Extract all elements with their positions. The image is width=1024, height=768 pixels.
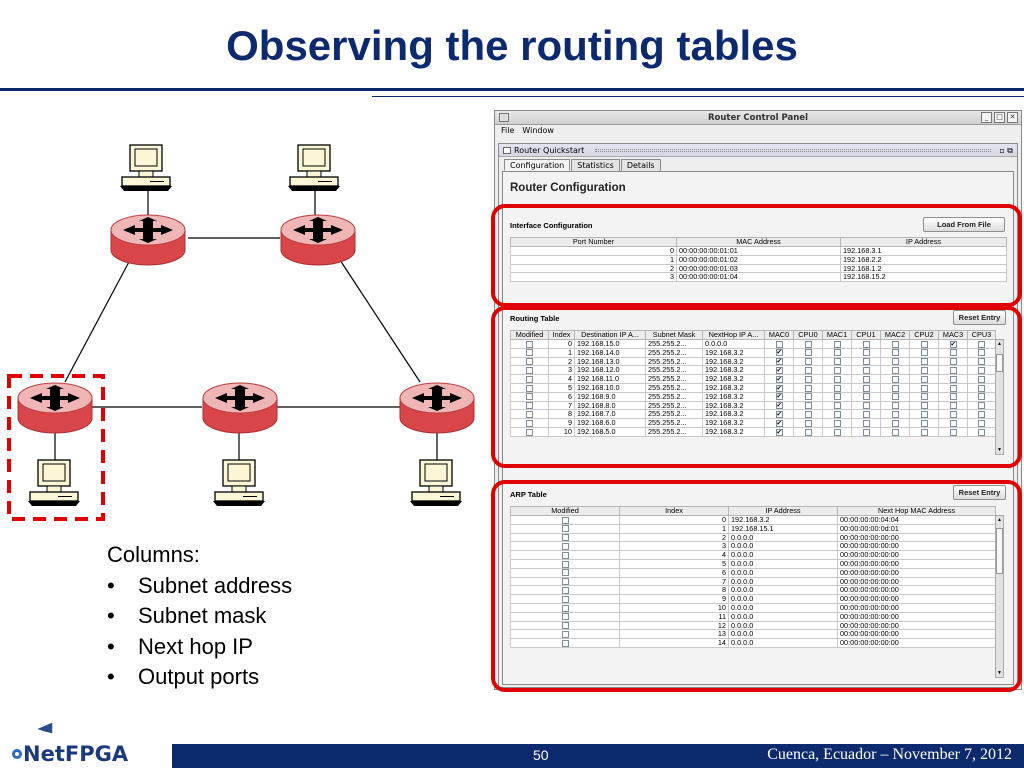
menu-window[interactable]: Window	[522, 126, 554, 135]
table-cell[interactable]: 0.0.0.0	[729, 559, 838, 568]
list-item: • Output ports	[107, 664, 260, 689]
table-cell[interactable]: 255.255.2...	[646, 366, 703, 375]
table-cell[interactable]: 3	[511, 273, 677, 282]
port-checkbox[interactable]: ✔	[776, 419, 782, 427]
table-cell[interactable]: 00:00:00:00:01:04	[677, 273, 841, 282]
host-pc-icon	[120, 145, 172, 191]
arp-highlight-box	[491, 480, 1022, 692]
interface-config-label: Interface Configuration	[510, 221, 593, 230]
table-cell[interactable]: 192.168.10.0	[575, 383, 646, 392]
table-cell[interactable]: 192.168.6.0	[575, 419, 646, 428]
table-cell[interactable]: 192.168.3.2	[703, 366, 765, 375]
svg-text:NetFPGA: NetFPGA	[23, 742, 129, 766]
table-cell[interactable]: 00:00:00:00:00:00	[838, 542, 996, 551]
router-icon	[111, 215, 185, 265]
table-cell[interactable]: 255.255.2...	[646, 401, 703, 410]
table-cell[interactable]: 255.255.2...	[646, 340, 703, 349]
interface-highlight-box	[491, 204, 1022, 307]
table-cell[interactable]: 00:00:00:00:04:04	[838, 516, 996, 525]
table-cell[interactable]: 10	[549, 427, 575, 436]
table-cell[interactable]: 192.168.2.2	[841, 255, 1007, 264]
table-cell[interactable]: 192.168.3.2	[703, 419, 765, 428]
table-cell[interactable]: 00:00:00:00:00:00	[838, 639, 996, 648]
table-cell[interactable]: 1	[620, 524, 729, 533]
router-icon	[400, 383, 474, 433]
table-cell[interactable]: 3	[620, 542, 729, 551]
table-cell[interactable]: 0.0.0.0	[729, 639, 838, 648]
menu-file[interactable]: File	[501, 126, 515, 135]
table-cell[interactable]: 0.0.0.0	[729, 630, 838, 639]
table-cell[interactable]: 0	[549, 340, 575, 349]
table-cell[interactable]: 192.168.1.2	[841, 264, 1007, 273]
table-cell[interactable]: 192.168.3.2	[703, 357, 765, 366]
table-cell[interactable]: 192.168.11.0	[575, 375, 646, 384]
table-cell[interactable]: 00:00:00:00:00:00	[838, 630, 996, 639]
router-icon	[203, 383, 277, 433]
table-cell[interactable]: 0.0.0.0	[729, 586, 838, 595]
table-cell[interactable]: 192.168.3.2	[703, 401, 765, 410]
frame-restore-close-icon[interactable]: ▫ ⧉	[999, 146, 1013, 155]
slide-title: Observing the routing tables	[226, 22, 798, 69]
tab-configuration[interactable]: Configuration	[504, 159, 570, 171]
minimize-icon[interactable]: _	[981, 112, 992, 123]
link-r1-r3	[65, 260, 130, 382]
table-cell[interactable]: 7	[549, 401, 575, 410]
table-cell[interactable]: 0.0.0.0	[729, 542, 838, 551]
table-cell[interactable]: 0.0.0.0	[729, 621, 838, 630]
table-cell[interactable]: 3	[549, 366, 575, 375]
table-cell[interactable]: 192.168.8.0	[575, 401, 646, 410]
column-header[interactable]: MAC0	[765, 331, 794, 340]
table-cell[interactable]: 255.255.2...	[646, 375, 703, 384]
table-cell[interactable]: 1	[511, 255, 677, 264]
scroll-down-icon: ▼	[997, 670, 1002, 676]
internal-frame-title: Router Quickstart	[514, 146, 585, 155]
table-cell[interactable]: 192.168.3.2	[703, 410, 765, 419]
table-cell[interactable]: 14	[620, 639, 729, 648]
table-cell[interactable]: 7	[620, 577, 729, 586]
column-header[interactable]: CPU3	[968, 331, 996, 340]
table-cell[interactable]: 192.168.3.2	[703, 383, 765, 392]
table-cell[interactable]: 192.168.12.0	[575, 366, 646, 375]
table-cell[interactable]: 0.0.0.0	[729, 551, 838, 560]
list-item: • Next hop IP	[107, 633, 253, 659]
table-cell[interactable]: 0	[620, 516, 729, 525]
table-cell[interactable]: 00:00:00:00:00:00	[838, 586, 996, 595]
table-cell[interactable]: 00:00:00:00:00:00	[838, 551, 996, 560]
port-checkbox[interactable]: ✔	[776, 428, 782, 436]
list-item: • Subnet address	[107, 572, 293, 598]
table-cell[interactable]: 2	[511, 264, 677, 273]
host-pc-icon	[410, 460, 462, 506]
tab-strip	[504, 159, 662, 171]
title-subrule	[372, 96, 1024, 97]
column-header[interactable]: IP Address	[841, 238, 1007, 247]
table-cell[interactable]: 4	[549, 375, 575, 384]
table-cell[interactable]: 0	[511, 247, 677, 256]
table-cell[interactable]: 00:00:00:00:00:00	[838, 559, 996, 568]
table-cell[interactable]: 2	[549, 357, 575, 366]
table-cell[interactable]: 192.168.3.2	[703, 392, 765, 401]
table-cell[interactable]: 0.0.0.0	[729, 568, 838, 577]
table-cell[interactable]: 6	[549, 392, 575, 401]
netfpga-logo	[8, 721, 170, 766]
load-from-file-button[interactable]: Load From File	[923, 217, 1005, 232]
scroll-up-icon: ▲	[997, 341, 1002, 347]
table-cell[interactable]: 0.0.0.0	[729, 577, 838, 586]
routing-highlight-box	[491, 306, 1022, 468]
table-cell[interactable]: 00:00:00:00:0d:01	[838, 524, 996, 533]
table-cell[interactable]: 11	[620, 612, 729, 621]
table-cell[interactable]: 00:00:00:00:01:03	[677, 264, 841, 273]
table-cell[interactable]: 192.168.3.2	[703, 348, 765, 357]
table-cell[interactable]: 0.0.0.0	[729, 603, 838, 612]
menu-bar	[495, 125, 1021, 137]
column-header[interactable]: MAC1	[823, 331, 852, 340]
table-cell[interactable]: 12	[620, 621, 729, 630]
table-cell[interactable]: 255.255.2...	[646, 383, 703, 392]
column-header[interactable]: Port Number	[511, 238, 677, 247]
table-cell[interactable]: 0.0.0.0	[729, 612, 838, 621]
table-cell[interactable]: 192.168.9.0	[575, 392, 646, 401]
frame-icon	[503, 147, 511, 154]
table-cell[interactable]: 1	[549, 348, 575, 357]
table-cell[interactable]: 2	[620, 533, 729, 542]
port-checkbox[interactable]: ✔	[950, 340, 956, 348]
table-cell[interactable]: 0.0.0.0	[703, 340, 765, 349]
table-cell[interactable]: 9	[549, 419, 575, 428]
column-header[interactable]: Destination IP A...	[575, 331, 646, 340]
table-cell[interactable]: 6	[620, 568, 729, 577]
table-cell[interactable]: 00:00:00:00:00:00	[838, 621, 996, 630]
table-cell[interactable]: 192.168.5.0	[575, 427, 646, 436]
column-header[interactable]: Modified	[511, 331, 549, 340]
internal-frame-titlebar[interactable]	[499, 144, 1017, 157]
tab-details[interactable]: Details	[621, 159, 661, 171]
column-header[interactable]: MAC2	[881, 331, 910, 340]
title-rule	[0, 88, 1024, 91]
table-cell[interactable]: 00:00:00:00:01:02	[677, 255, 841, 264]
close-icon[interactable]: ✕	[1007, 112, 1018, 123]
column-header[interactable]: NextHop IP A...	[703, 331, 765, 340]
network-topology-diagram	[0, 100, 480, 530]
column-header[interactable]: Subnet Mask	[646, 331, 703, 340]
table-cell[interactable]: 00:00:00:00:00:00	[838, 568, 996, 577]
table-cell[interactable]: 10	[620, 603, 729, 612]
table-cell[interactable]: 192.168.15.2	[841, 273, 1007, 282]
columns-heading: Columns:	[107, 542, 200, 567]
tab-statistics[interactable]: Statistics	[571, 159, 620, 171]
table-cell[interactable]: 255.255.2...	[646, 419, 703, 428]
reset-entry-button[interactable]: Reset Entry	[953, 310, 1006, 325]
router-configuration-heading: Router Configuration	[510, 182, 626, 194]
port-checkbox[interactable]: ✔	[776, 349, 782, 357]
table-cell[interactable]: 192.168.3.2	[729, 516, 838, 525]
page-number: 50	[533, 747, 549, 763]
slide-footer	[0, 741, 1024, 768]
table-cell[interactable]: 192.168.3.2	[703, 427, 765, 436]
table-cell[interactable]: 255.255.2...	[646, 357, 703, 366]
arp-table-label: ARP Table	[510, 490, 547, 499]
table-cell[interactable]: 5	[549, 383, 575, 392]
table-cell[interactable]: 9	[620, 595, 729, 604]
footer-date: Cuenca, Ecuador – November 7, 2012	[767, 746, 1012, 763]
port-checkbox[interactable]: ✔	[776, 366, 782, 374]
port-checkbox[interactable]: ✔	[776, 402, 782, 410]
column-header[interactable]: Index	[620, 507, 729, 516]
table-cell[interactable]: 255.255.2...	[646, 427, 703, 436]
table-cell[interactable]: 13	[620, 630, 729, 639]
port-checkbox[interactable]: ✔	[776, 375, 782, 383]
scroll-up-icon: ▲	[997, 517, 1002, 523]
table-cell[interactable]: 00:00:00:00:01:01	[677, 247, 841, 256]
table-cell[interactable]: 192.168.7.0	[575, 410, 646, 419]
table-cell[interactable]: 0.0.0.0	[729, 533, 838, 542]
scroll-down-icon: ▼	[997, 447, 1002, 453]
column-header[interactable]: Modified	[511, 507, 620, 516]
router-icon	[281, 215, 355, 265]
table-cell[interactable]: 192.168.13.0	[575, 357, 646, 366]
window-title: Router Control Panel	[708, 113, 808, 123]
column-header[interactable]: CPU0	[794, 331, 823, 340]
table-cell[interactable]: 8	[620, 586, 729, 595]
table-cell[interactable]: 8	[549, 410, 575, 419]
host-pc-icon	[288, 145, 340, 191]
table-cell[interactable]: 255.255.2...	[646, 410, 703, 419]
table-cell[interactable]: 00:00:00:00:00:00	[838, 577, 996, 586]
table-cell[interactable]: 192.168.15.1	[729, 524, 838, 533]
column-header[interactable]: IP Address	[729, 507, 838, 516]
port-checkbox[interactable]: ✔	[776, 358, 782, 366]
list-item: • Subnet mask	[107, 603, 267, 628]
port-checkbox[interactable]: ✔	[776, 410, 782, 418]
column-header[interactable]: MAC3	[939, 331, 968, 340]
host-pc-icon	[213, 460, 265, 506]
column-header[interactable]: Next Hop MAC Address	[838, 507, 996, 516]
table-cell[interactable]: 255.255.2...	[646, 348, 703, 357]
table-cell[interactable]: 00:00:00:00:00:00	[838, 603, 996, 612]
table-cell[interactable]: 255.255.2...	[646, 392, 703, 401]
table-cell[interactable]: 00:00:00:00:00:00	[838, 612, 996, 621]
table-cell[interactable]: 192.168.14.0	[575, 348, 646, 357]
routing-table-label: Routing Table	[510, 314, 560, 323]
table-cell[interactable]: 5	[620, 559, 729, 568]
column-header[interactable]: MAC Address	[677, 238, 841, 247]
table-cell[interactable]: 0.0.0.0	[729, 595, 838, 604]
arp-reset-entry-button[interactable]: Reset Entry	[953, 485, 1006, 500]
table-cell[interactable]: 192.168.3.2	[703, 375, 765, 384]
columns-list	[107, 540, 292, 693]
router-icon	[18, 383, 92, 433]
table-cell[interactable]: 00:00:00:00:00:00	[838, 595, 996, 604]
port-checkbox[interactable]: ✔	[776, 384, 782, 392]
port-checkbox[interactable]: ✔	[776, 393, 782, 401]
table-cell[interactable]: 192.168.15.0	[575, 340, 646, 349]
table-cell[interactable]: 00:00:00:00:00:00	[838, 533, 996, 542]
window-titlebar[interactable]	[495, 111, 1021, 125]
table-cell[interactable]: 192.168.3.1	[841, 247, 1007, 256]
column-header[interactable]: Index	[549, 331, 575, 340]
table-cell[interactable]: 4	[620, 551, 729, 560]
host-pc-icon	[28, 460, 80, 506]
link-r2-r5	[340, 260, 420, 382]
column-header[interactable]: CPU2	[910, 331, 939, 340]
maximize-icon[interactable]: □	[994, 112, 1005, 123]
column-header[interactable]: CPU1	[852, 331, 881, 340]
